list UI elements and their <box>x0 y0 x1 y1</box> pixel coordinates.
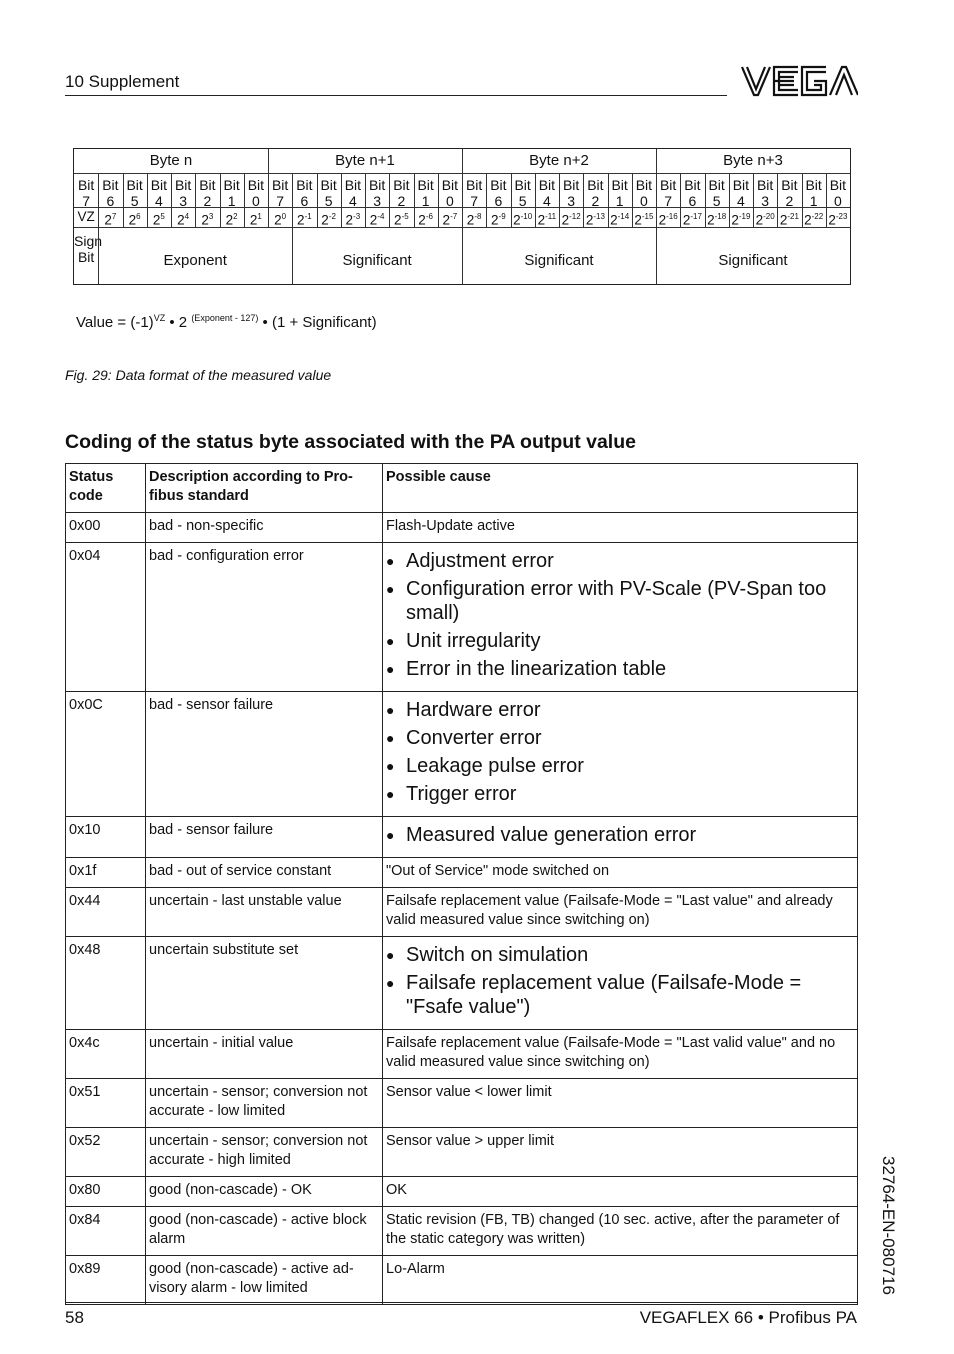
bit-label: Bit 4 <box>344 177 362 209</box>
table-row <box>66 692 858 817</box>
bit-label: Bit 2 <box>393 177 410 209</box>
bit-exponent: $2^{-14}$ <box>610 212 630 228</box>
bit-exponent: $2^0$ <box>274 212 287 228</box>
table-row <box>66 1030 858 1079</box>
bit-label: Bit 0 <box>247 177 265 209</box>
status-description: bad - sensor failure <box>146 817 383 858</box>
status-description: bad - configuration error <box>146 543 383 692</box>
status-code: 0x52 <box>66 1128 146 1177</box>
vega-logo <box>740 64 858 103</box>
status-code: 0x04 <box>66 543 146 692</box>
bit-exponent: $2^4$ <box>177 212 190 228</box>
bit-exponent: $2^7$ <box>104 212 117 228</box>
bit-label: Bit 2 <box>781 177 798 209</box>
cause-text: Sensor value < lower limit <box>386 1084 552 1100</box>
figure-caption: Fig. 29: Data format of the measured value <box>65 367 332 383</box>
bit-label: Bit 3 <box>174 177 192 209</box>
status-description: good (non-cascade) - active ad-visory alarm - low limited <box>146 1256 383 1305</box>
bit-label: Bit 5 <box>320 177 337 209</box>
bit-exponent: $2^{-21}$ <box>779 212 799 228</box>
status-code: 0x51 <box>66 1079 146 1128</box>
table-row <box>66 888 858 937</box>
cause-text: Static revision (FB, TB) changed (10 sec. active, after the parameter of the static category was written) <box>386 1212 840 1247</box>
cause-text: Lo-Alarm <box>386 1261 445 1277</box>
bit-exponent: $2^{-5}$ <box>394 212 409 228</box>
bit-exponent: $2^{-7}$ <box>442 212 458 228</box>
bit-exponent: $2^3$ <box>201 212 214 228</box>
cause-item: ● Configuration error with PV-Scale (PV-Span too small) <box>386 577 854 625</box>
bit-label: Bit 0 <box>829 177 847 209</box>
bit-label: Bit 3 <box>756 177 774 209</box>
table-row <box>66 543 858 692</box>
section-header: 10 Supplement <box>65 72 180 91</box>
bit-exponent: $2^{-16}$ <box>658 212 678 228</box>
bit-label: Bit 1 <box>611 177 628 209</box>
status-byte-table <box>65 463 858 1305</box>
possible-cause <box>383 1207 858 1256</box>
cause-text: "Out of Service" mode switched on <box>386 863 610 879</box>
cause-text: OK <box>386 1182 407 1198</box>
header-possible-cause: Possible cause <box>383 464 858 513</box>
table-row <box>66 1256 858 1305</box>
status-code: 0x80 <box>66 1177 146 1207</box>
status-code: 0x4c <box>66 1030 146 1079</box>
bit-exponent: $2^{-10}$ <box>513 212 533 228</box>
bit-exponent: $2^{-13}$ <box>585 212 605 228</box>
bit-label: Bit 7 <box>77 177 95 209</box>
status-description: uncertain - sensor; conversion not accurate - high limited <box>146 1128 383 1177</box>
table-row <box>66 937 858 1030</box>
field-label: Significant <box>524 252 594 269</box>
bit-exponent: $2^{-6}$ <box>418 212 433 228</box>
bit-exponent: VZ <box>77 209 95 224</box>
bit-exponent: $2^2$ <box>225 212 238 228</box>
bit-exponent: $2^{-1}$ <box>297 212 312 228</box>
possible-cause <box>383 858 858 888</box>
bit-label: Bit 3 <box>562 177 580 209</box>
bit-label: Bit 6 <box>296 177 313 209</box>
bit-exponent: $2^{-20}$ <box>755 212 775 228</box>
bit-label: Bit 5 <box>514 177 531 209</box>
status-code: 0x84 <box>66 1207 146 1256</box>
cause-text: Failsafe replacement value (Failsafe-Mode = "Last value" and already valid measured value since switching on) <box>386 893 833 928</box>
cause-item: ● Error in the linearization table <box>386 657 854 681</box>
bit-label: Bit 2 <box>199 177 216 209</box>
status-description: uncertain - initial value <box>146 1030 383 1079</box>
bit-label: Bit 0 <box>635 177 653 209</box>
possible-cause <box>383 1030 858 1079</box>
possible-cause <box>383 1079 858 1128</box>
byte-header: Byte n <box>149 152 193 169</box>
possible-cause <box>383 1128 858 1177</box>
cause-item: ● Unit irregularity <box>386 629 854 653</box>
field-label: Exponent <box>163 252 227 269</box>
possible-cause <box>383 513 858 543</box>
byte-header: Byte n+1 <box>335 152 395 169</box>
bit-label: Bit 4 <box>538 177 556 209</box>
bit-exponent: $2^{-22}$ <box>804 212 824 228</box>
bit-exponent: $2^{-2}$ <box>321 212 336 228</box>
bit-exponent: $2^6$ <box>128 212 141 228</box>
bit-exponent: $2^{-23}$ <box>828 212 848 228</box>
bit-label: Bit 1 <box>805 177 822 209</box>
header-description: Description according to Pro-fibus standard <box>146 464 383 513</box>
bit-label: Bit 4 <box>732 177 750 209</box>
bit-exponent: $2^1$ <box>249 212 262 228</box>
cause-item: ● Switch on simulation <box>386 943 854 967</box>
header-rule <box>65 95 727 96</box>
cause-item: ● Failsafe replacement value (Failsafe-Mode = "Fsafe value") <box>386 971 854 1019</box>
bit-label: Bit 0 <box>441 177 459 209</box>
table-row <box>66 1207 858 1256</box>
cause-item: ● Trigger error <box>386 782 854 806</box>
bit-exponent: $2^{-12}$ <box>561 212 581 228</box>
status-code: 0x48 <box>66 937 146 1030</box>
bit-label: Bit 6 <box>490 177 507 209</box>
field-label: Sign Bit <box>74 233 103 265</box>
bit-exponent: $2^5$ <box>152 212 165 228</box>
cause-item: ● Adjustment error <box>386 549 854 573</box>
cause-item: ● Converter error <box>386 726 854 750</box>
bit-label: Bit 7 <box>465 177 483 209</box>
byte-header: Byte n+3 <box>723 152 783 169</box>
document-number: 32764-EN-080716 <box>879 1156 898 1295</box>
status-code: 0x00 <box>66 513 146 543</box>
possible-cause <box>383 937 858 1030</box>
byte-header: Byte n+2 <box>529 152 589 169</box>
table-header-row <box>66 464 858 513</box>
byte-format-table <box>73 148 851 285</box>
bit-label: Bit 1 <box>223 177 240 209</box>
bit-label: Bit 5 <box>126 177 143 209</box>
bit-label: Bit 5 <box>708 177 725 209</box>
status-description: uncertain - last unstable value <box>146 888 383 937</box>
status-description: uncertain substitute set <box>146 937 383 1030</box>
status-description: bad - out of service constant <box>146 858 383 888</box>
cause-text: Failsafe replacement value (Failsafe-Mode = "Last valid value" and no valid measured value since switching on) <box>386 1035 836 1070</box>
status-code: 0x89 <box>66 1256 146 1305</box>
possible-cause <box>383 1177 858 1207</box>
bit-exponent: $2^{-19}$ <box>731 212 751 228</box>
table-row <box>66 817 858 858</box>
header-status-code: Status code <box>66 464 146 513</box>
value-formula: Value = $(-1)^{VZ}$ • 2 $^{(Exponent - 127)}$ • (1 + Significant) <box>76 313 377 331</box>
bit-label: Bit 7 <box>271 177 289 209</box>
bit-label: Bit 3 <box>368 177 386 209</box>
status-description: uncertain - sensor; conversion not accurate - low limited <box>146 1079 383 1128</box>
bit-label: Bit 1 <box>417 177 434 209</box>
status-code: 0x44 <box>66 888 146 937</box>
cause-item: ● Measured value generation error <box>386 823 854 847</box>
product-name: VEGAFLEX 66 • Profibus PA <box>639 1308 857 1327</box>
cause-item: ● Leakage pulse error <box>386 754 854 778</box>
status-description: good (non-cascade) - OK <box>146 1177 383 1207</box>
status-description: bad - non-specific <box>146 513 383 543</box>
table-row <box>66 1079 858 1128</box>
field-label: Significant <box>342 252 412 269</box>
bit-label: Bit 7 <box>659 177 677 209</box>
bit-label: Bit 6 <box>102 177 119 209</box>
bit-exponent: $2^{-3}$ <box>345 212 361 228</box>
bit-exponent: $2^{-8}$ <box>466 212 482 228</box>
bit-exponent: $2^{-15}$ <box>634 212 654 228</box>
table-row <box>66 1177 858 1207</box>
cause-text: Flash-Update active <box>386 518 515 534</box>
possible-cause <box>383 817 858 858</box>
status-description: bad - sensor failure <box>146 692 383 817</box>
field-label: Significant <box>718 252 788 269</box>
possible-cause <box>383 692 858 817</box>
footer-rule <box>65 1302 857 1303</box>
bit-exponent: $2^{-17}$ <box>682 212 702 228</box>
status-code: 0x0C <box>66 692 146 817</box>
status-code: 0x10 <box>66 817 146 858</box>
cause-item: ● Hardware error <box>386 698 854 722</box>
status-code: 0x1f <box>66 858 146 888</box>
status-description: good (non-cascade) - active block alarm <box>146 1207 383 1256</box>
possible-cause <box>383 888 858 937</box>
table-row <box>66 1128 858 1177</box>
bit-exponent: $2^{-9}$ <box>491 212 506 228</box>
possible-cause <box>383 1256 858 1305</box>
table-row <box>66 513 858 543</box>
table-row <box>66 858 858 888</box>
bit-label: Bit 6 <box>684 177 701 209</box>
cause-text: Sensor value > upper limit <box>386 1133 555 1149</box>
page-number: 58 <box>65 1308 84 1327</box>
bit-label: Bit 4 <box>150 177 168 209</box>
section-title: Coding of the status byte associated with the PA output value <box>65 431 636 453</box>
bit-exponent: $2^{-4}$ <box>369 212 385 228</box>
possible-cause <box>383 543 858 692</box>
bit-exponent: $2^{-11}$ <box>537 212 557 228</box>
bit-exponent: $2^{-18}$ <box>707 212 727 228</box>
bit-label: Bit 2 <box>587 177 604 209</box>
